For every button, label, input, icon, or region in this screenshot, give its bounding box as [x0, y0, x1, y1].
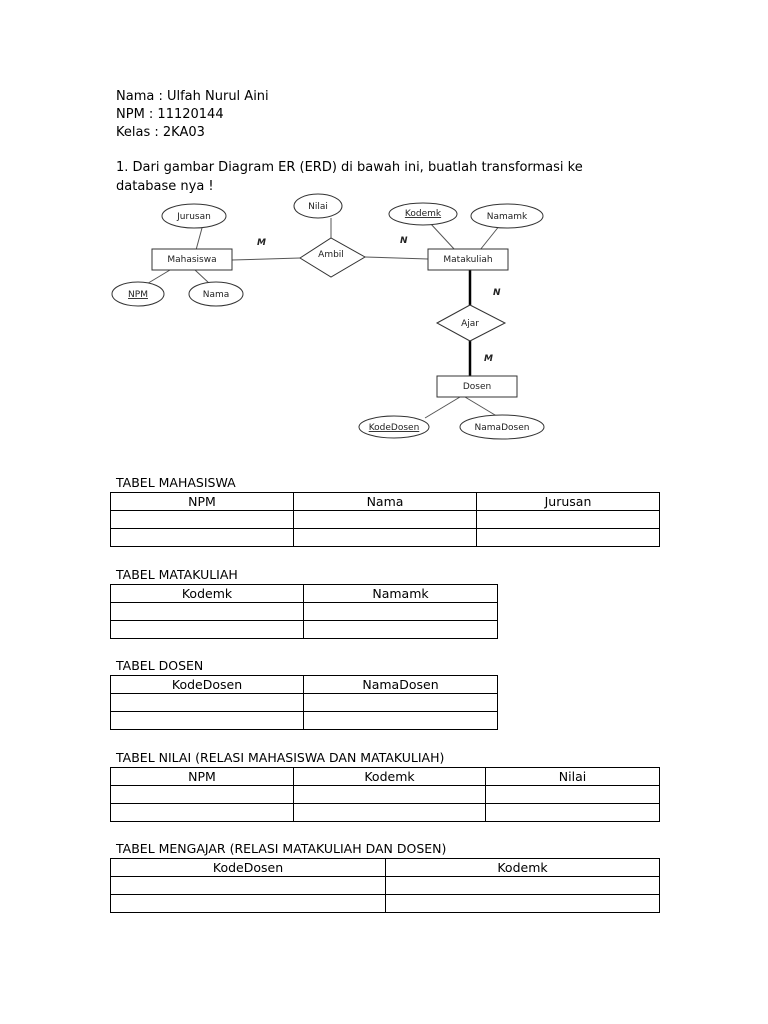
column-header: Nama — [294, 493, 477, 511]
student-class: Kelas : 2KA03 — [116, 125, 205, 140]
table-cell — [304, 694, 498, 712]
table-dosen-title: TABEL DOSEN — [116, 658, 204, 673]
attr-namamk: Namamk — [486, 212, 528, 222]
table-cell — [304, 712, 498, 730]
table-cell — [304, 603, 498, 621]
table-cell — [111, 712, 304, 730]
column-header: KodeDosen — [111, 676, 304, 694]
line-kodemk-matakuliah — [430, 223, 455, 250]
table-cell — [111, 511, 294, 529]
table-cell — [304, 621, 498, 639]
table-row — [111, 804, 660, 822]
column-header: Kodemk — [386, 859, 660, 877]
table-cell — [111, 621, 304, 639]
column-header: Kodemk — [111, 585, 304, 603]
table-cell — [111, 529, 294, 547]
table-mengajar — [110, 858, 660, 913]
attr-jurusan: Jurusan — [177, 212, 211, 222]
table-cell — [486, 786, 660, 804]
line-jurusan-mahasiswa — [196, 228, 202, 250]
table-row — [111, 895, 660, 913]
table-header-row — [111, 859, 660, 877]
table-cell — [111, 603, 304, 621]
table-cell — [294, 529, 477, 547]
table-matakuliah-title: TABEL MATAKULIAH — [116, 567, 238, 582]
table-mengajar-title: TABEL MENGAJAR (RELASI MATAKULIAH DAN DOSEN) — [116, 841, 447, 856]
column-header: Jurusan — [477, 493, 660, 511]
table-nilai-title: TABEL NILAI (RELASI MAHASISWA DAN MATAKULIAH) — [116, 750, 445, 765]
line-mahasiswa-nama — [195, 270, 210, 284]
table-row — [111, 712, 498, 730]
line-ambil-matakuliah — [365, 257, 428, 259]
line-dosen-kodedosen — [425, 397, 460, 418]
table-cell — [111, 804, 294, 822]
er-diagram — [0, 0, 768, 460]
table-row — [111, 694, 498, 712]
column-header: Kodemk — [294, 768, 486, 786]
entity-mahasiswa: Mahasiswa — [167, 255, 217, 265]
relationship-ajar: Ajar — [461, 319, 479, 329]
attr-kodedosen: KodeDosen — [368, 423, 420, 433]
table-nilai — [110, 767, 660, 822]
table-mahasiswa — [110, 492, 660, 547]
table-cell — [111, 895, 386, 913]
table-cell — [111, 877, 386, 895]
cardinality-ajar-dosen: M — [484, 354, 493, 364]
table-header-row — [111, 585, 498, 603]
table-row — [111, 786, 660, 804]
entity-matakuliah: Matakuliah — [443, 255, 493, 265]
cardinality-ambil-matakuliah: N — [400, 236, 408, 246]
table-header-row — [111, 493, 660, 511]
table-cell — [294, 511, 477, 529]
column-header: NPM — [111, 493, 294, 511]
table-row — [111, 511, 660, 529]
attr-kodemk: Kodemk — [404, 209, 442, 219]
table-header-row — [111, 676, 498, 694]
table-row — [111, 529, 660, 547]
table-cell — [111, 694, 304, 712]
attr-nama: Nama — [202, 290, 230, 300]
question-text: 1. Dari gambar Diagram ER (ERD) di bawah ini, buatlah transformasi ke database nya ! — [116, 160, 583, 194]
column-header: Nilai — [486, 768, 660, 786]
column-header: NPM — [111, 768, 294, 786]
table-cell — [294, 786, 486, 804]
table-row — [111, 877, 660, 895]
attr-nilai: Nilai — [308, 202, 328, 212]
student-npm: NPM : 11120144 — [116, 107, 224, 122]
table-cell — [386, 877, 660, 895]
attr-npm: NPM — [128, 290, 148, 300]
table-cell — [486, 804, 660, 822]
table-cell — [386, 895, 660, 913]
table-row — [111, 603, 498, 621]
column-header: NamaDosen — [304, 676, 498, 694]
student-name: Nama : Ulfah Nurul Aini — [116, 89, 269, 104]
table-header-row — [111, 768, 660, 786]
attr-namadosen: NamaDosen — [474, 423, 530, 433]
line-mahasiswa-ambil — [232, 258, 300, 260]
table-matakuliah — [110, 584, 498, 639]
table-row — [111, 621, 498, 639]
table-cell — [111, 786, 294, 804]
column-header: Namamk — [304, 585, 498, 603]
cardinality-matakuliah-ajar: N — [493, 288, 501, 298]
table-cell — [477, 511, 660, 529]
table-cell — [294, 804, 486, 822]
table-dosen — [110, 675, 498, 730]
table-mahasiswa-title: TABEL MAHASISWA — [116, 475, 236, 490]
column-header: KodeDosen — [111, 859, 386, 877]
cardinality-mahasiswa-ambil: M — [257, 238, 266, 248]
table-cell — [477, 529, 660, 547]
entity-dosen: Dosen — [462, 382, 492, 392]
line-namamk-matakuliah — [480, 225, 500, 250]
relationship-ambil: Ambil — [318, 250, 344, 260]
